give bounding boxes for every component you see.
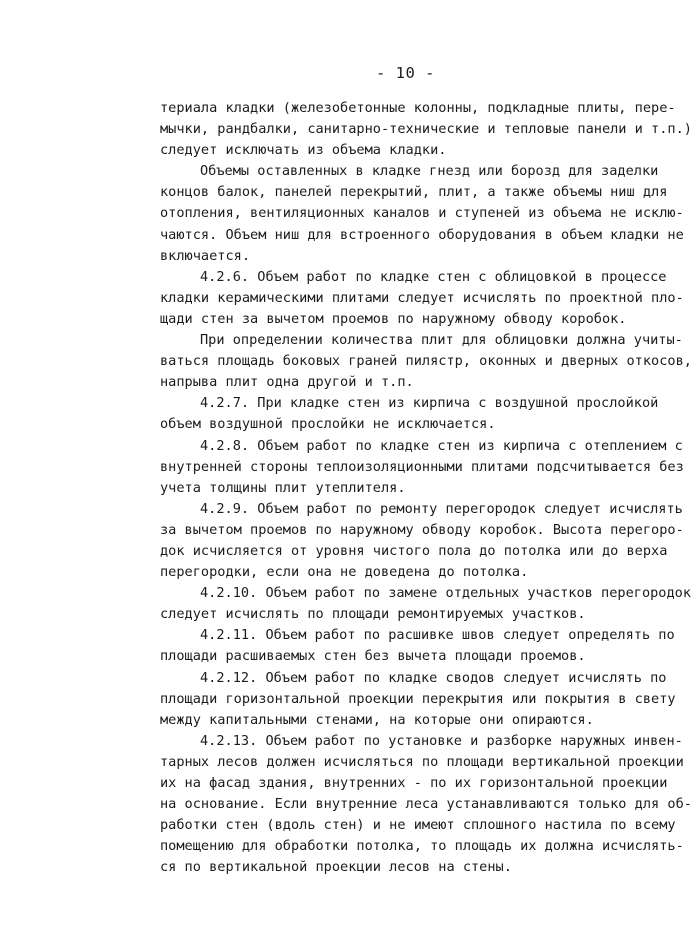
text-line: 4.2.7. При кладке стен из кирпича с воздушной прослойкой	[200, 395, 659, 412]
text-line: следует исчислять по площади ремонтируемых участков.	[160, 606, 586, 623]
text-line: мычки, рандбалки, санитарно-технические и тепловые панели и т.п.)	[160, 121, 692, 138]
text-line: ваться площадь боковых граней пилястр, оконных и дверных откосов,	[160, 353, 692, 370]
text-line: 4.2.13. Объем работ по установке и разборке наружных инвен-	[200, 732, 683, 749]
text-line: щади стен за вычетом проемов по наружному обводу коробок.	[160, 310, 627, 327]
text-line: перегородки, если она не доведена до потолка.	[160, 564, 529, 581]
text-line: териала кладки (железобетонные колонны, подкладные плиты, пере-	[160, 100, 676, 116]
text-line: напрыва плит одна другой и т.п.	[160, 374, 414, 391]
text-line: ся по вертикальной проекции лесов на стены.	[160, 859, 512, 876]
text-line: док исчисляется от уровня чистого пола до потолка или до верха	[160, 542, 668, 559]
text-line: концов балок, панелей перекрытий, плит, а также объемы ниш для	[160, 184, 668, 201]
text-line: 4.2.6. Объем работ по кладке стен с облицовкой в процессе	[200, 268, 667, 285]
text-line: отопления, вентиляционных каналов и ступеней из объема не исклю-	[160, 205, 684, 222]
text-line: При определении количества плит для облицовки должна учиты-	[200, 332, 683, 349]
text-line: кладки керамическими плитами следует исчислять по проектной пло-	[160, 289, 684, 306]
body-text	[160, 98, 692, 878]
text-line: между капитальными стенами, на которые они опираются.	[160, 711, 594, 728]
text-line: работки стен (вдоль стен) и не имеют сплошного настила по всему	[160, 817, 676, 834]
text-line: на основание. Если внутренние леса устанавливаются только для об-	[160, 796, 692, 813]
text-line: 4.2.9. Объем работ по ремонту перегородок следует исчислять	[200, 500, 683, 517]
text-line: объем воздушной прослойки не исключается.	[160, 416, 496, 433]
page-number: - 10 -	[376, 64, 435, 82]
text-line: площади горизонтальной проекции перекрытия или покрытия в свету	[160, 690, 676, 707]
text-line: помещению для обработки потолка, то площадь их должна исчислять-	[160, 838, 684, 855]
text-line: 4.2.10. Объем работ по замене отдельных участков перегородок	[200, 585, 692, 602]
text-line: чаются. Объем ниш для встроенного оборудования в объем кладки не	[160, 226, 684, 243]
text-line: площади расшиваемых стен без вычета площади проемов.	[160, 648, 586, 665]
text-line: следует исключать из объема кладки.	[160, 142, 447, 159]
text-line: тарных лесов должен исчисляться по площади вертикальной проекции	[160, 753, 684, 770]
text-line: 4.2.11. Объем работ по расшивке швов следует определять по	[200, 627, 675, 644]
text-line: внутренней стороны теплоизоляционными плитами подсчитывается без	[160, 458, 684, 475]
text-line: Объемы оставленных в кладке гнезд или борозд для заделки	[200, 163, 659, 180]
text-line: 4.2.8. Объем работ по кладке стен из кирпича с отеплением с	[200, 437, 683, 454]
text-line: за вычетом проемов по наружному обводу коробок. Высота перегоро-	[160, 521, 684, 538]
text-line: их на фасад здания, внутренних - по их горизонтальной проекции	[160, 775, 668, 791]
text-line: включается.	[160, 247, 251, 264]
text-line: 4.2.12. Объем работ по кладке сводов следует исчислять по	[200, 669, 667, 686]
text-line: учета толщины плит утеплителя.	[160, 479, 406, 496]
